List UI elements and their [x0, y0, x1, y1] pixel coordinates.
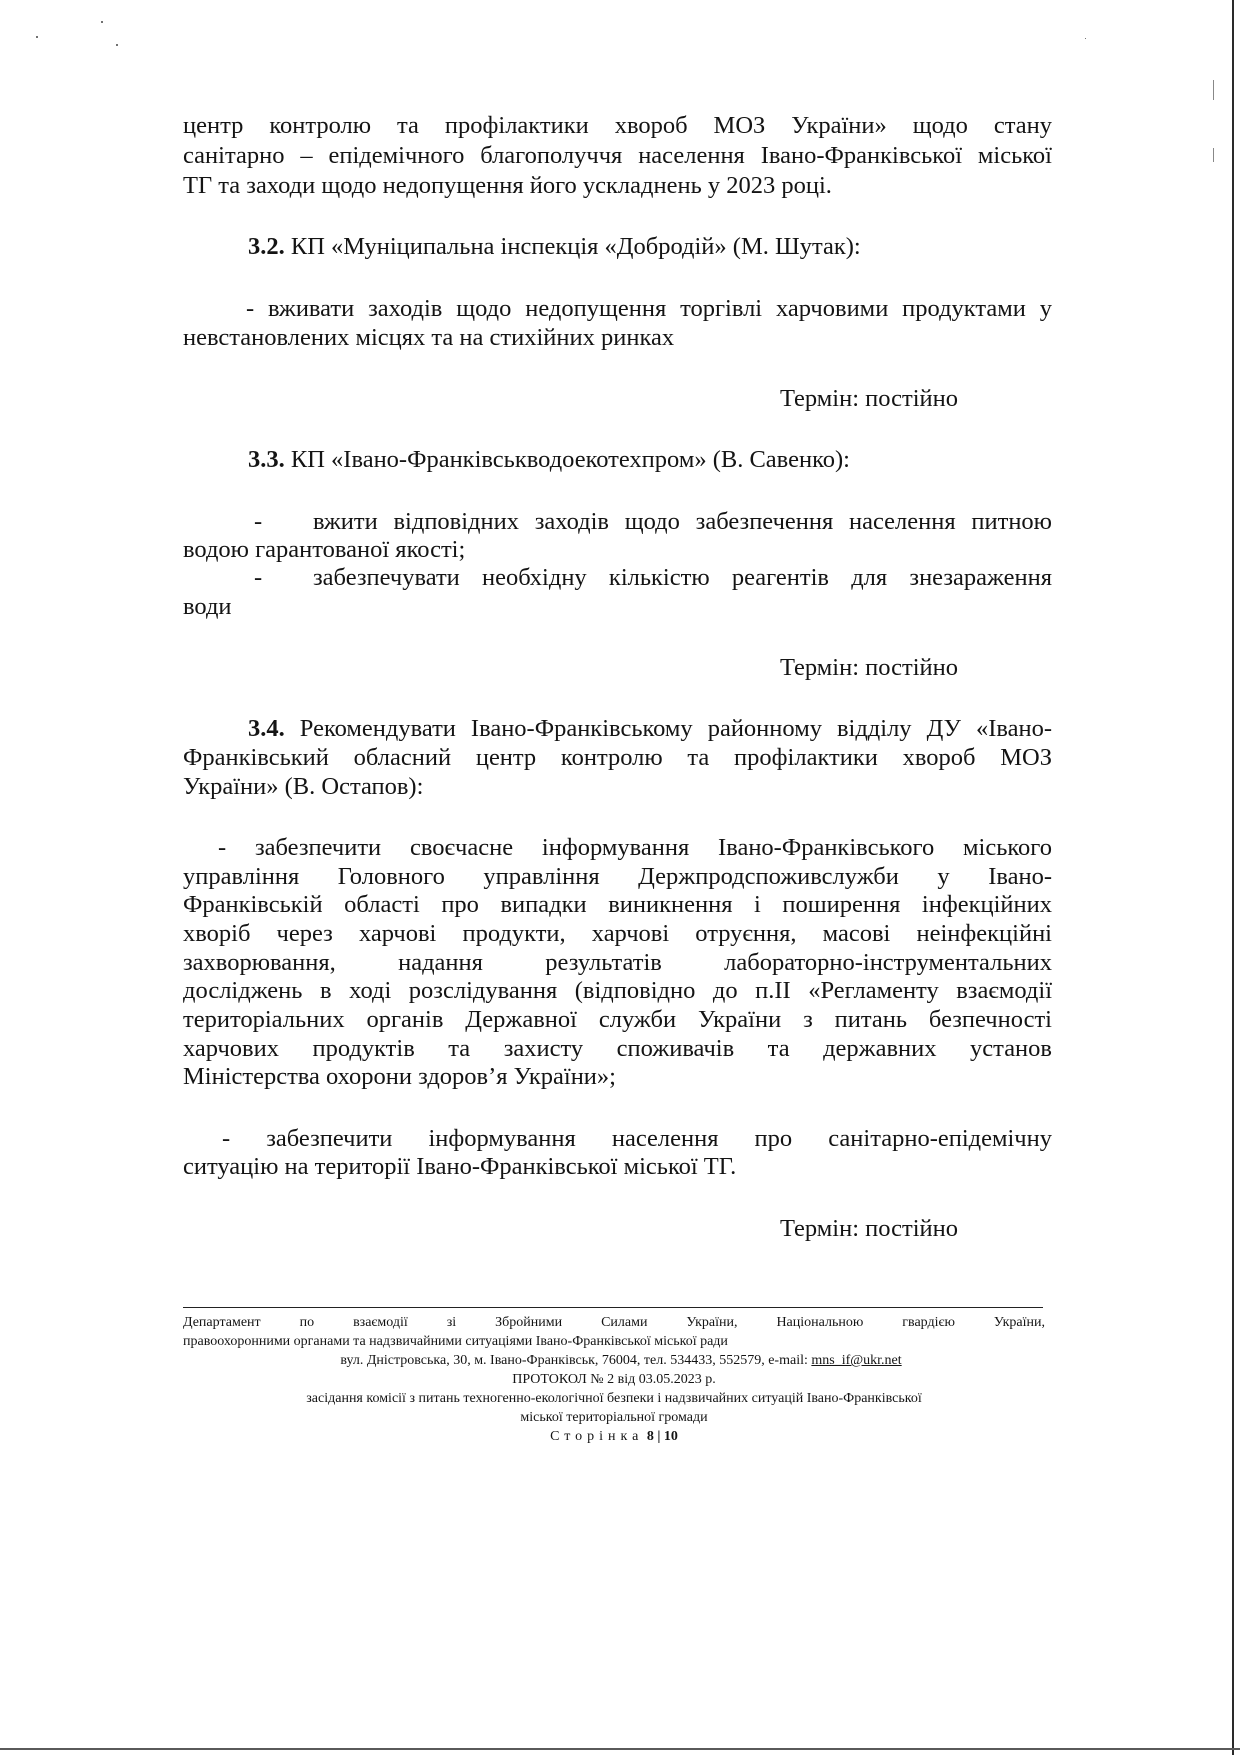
footer-meeting-line-1: засідання комісії з питань техногенно-екологічної безпеки і надзвичайних ситуацій Івано-Франківської — [306, 1391, 922, 1406]
section-3-4-title: Рекомендувати Івано-Франківському районному відділу ДУ «Івано- — [284, 715, 1052, 742]
section-3-3-item-2-line-1: забезпечувати необхідну кількістю реагентів для знезараження — [313, 564, 1052, 591]
section-3-4-term: Термін: постійно — [780, 1215, 958, 1242]
section-3-4-item-1-line-7: територіальних органів Державної служби України з питань безпечності — [183, 1006, 1052, 1033]
section-3-4-number: 3.4. — [248, 715, 285, 742]
scan-edge-bottom — [0, 1748, 1240, 1750]
footer-department-line-1: Департамент по взаємодії зі Збройними Силами України, Національною гвардією України, — [183, 1315, 1045, 1330]
section-3-3-dash-1: - — [254, 508, 263, 535]
footer-meeting-line-2: міської територіальної громади — [520, 1410, 708, 1425]
footer-page-indicator — [183, 1428, 1045, 1445]
section-3-4-item-1-line-8: харчових продуктів та захисту споживачів та державних установ — [183, 1035, 1052, 1062]
section-3-3-item-1-line-2: водою гарантованої якості; — [183, 536, 466, 563]
footer-address-text: вул. Дністровська, 30, м. Івано-Франківськ, 76004, тел. 534433, 552579, e-mail: — [340, 1353, 812, 1368]
section-3-2-item-line-1: - вживати заходів щодо недопущення торгівлі харчовими продуктами у — [246, 295, 1052, 322]
scan-mark — [1213, 80, 1214, 100]
scan-speck — [36, 36, 38, 38]
footer-page-label: Сторінка — [550, 1429, 644, 1444]
section-3-4-item-1-line-5: захворювання, надання результатів лабораторно-інструментальних — [183, 949, 1052, 976]
footer-divider — [183, 1307, 1043, 1308]
footer-email-link[interactable]: mns_if@ukr.net — [811, 1353, 902, 1368]
section-3-3-heading — [248, 446, 1048, 474]
section-3-4-item-1-line-1: - забезпечити своєчасне інформування Івано-Франківського міського — [218, 834, 1052, 861]
section-3-3-title: КП «Івано-Франківськводоекотехпром» (В. Савенко): — [284, 446, 850, 473]
intro-line-1: центр контролю та профілактики хвороб МОЗ України» щодо стану — [183, 112, 1052, 139]
section-3-4-item-2-line-1: - забезпечити інформування населення про санітарно-епідемічну — [222, 1125, 1052, 1152]
footer-page-number: 8 | 10 — [646, 1429, 678, 1444]
section-3-4-item-1-line-3: Франківській області про випадки виникнення і поширення інфекційних — [183, 891, 1052, 918]
section-3-4-item-1-line-4: хворіб через харчові продукти, харчові отруєння, масові неінфекційні — [183, 920, 1052, 947]
section-3-2-term: Термін: постійно — [780, 385, 958, 412]
scan-speck — [1085, 38, 1086, 39]
footer-department-line-2: правоохоронними органами та надзвичайними ситуаціями Івано-Франківської міської ради — [183, 1334, 728, 1349]
section-3-2-item-line-2: невстановлених місцях та на стихійних ринках — [183, 324, 675, 351]
scan-edge-right — [1232, 0, 1234, 1755]
section-3-4-heading-line-2: Франківський обласний центр контролю та профілактики хвороб МОЗ — [183, 744, 1052, 771]
scan-speck — [101, 21, 103, 23]
scan-mark — [1213, 148, 1214, 162]
section-3-2-number: 3.2. — [248, 233, 285, 260]
intro-line-3: ТГ та заходи щодо недопущення його ускладнень у 2023 році. — [183, 172, 832, 199]
section-3-3-item-2-line-2: води — [183, 593, 232, 620]
section-3-4-heading-line-1 — [248, 715, 1052, 743]
section-3-4-heading-line-3: України» (В. Остапов): — [183, 773, 424, 800]
section-3-3-item-1-line-1: вжити відповідних заходів щодо забезпечення населення питною — [313, 508, 1052, 535]
footer-address — [190, 1352, 1052, 1369]
section-3-3-dash-2: - — [254, 564, 263, 591]
section-3-4-item-1-line-9: Міністерства охорони здоров’я України»; — [183, 1063, 616, 1090]
footer-protocol: ПРОТОКОЛ № 2 від 03.05.2023 р. — [512, 1372, 716, 1387]
section-3-4-item-1-line-6: досліджень в ході розслідування (відповідно до п.ІІ «Регламенту взаємодії — [183, 977, 1052, 1004]
intro-line-2: санітарно – епідемічного благополуччя населення Івано-Франківської міської — [183, 142, 1052, 169]
scan-speck — [116, 44, 118, 46]
section-3-3-number: 3.3. — [248, 446, 285, 473]
section-3-3-term: Термін: постійно — [780, 654, 958, 681]
section-3-4-item-1-line-2: управління Головного управління Держпродспоживслужби у Івано- — [183, 863, 1052, 890]
section-3-2-heading — [248, 233, 1048, 261]
section-3-2-title: КП «Муніципальна інспекція «Добродій» (М. Шутак): — [284, 233, 861, 260]
section-3-4-item-2-line-2: ситуацію на території Івано-Франківської міської ТГ. — [183, 1153, 737, 1180]
